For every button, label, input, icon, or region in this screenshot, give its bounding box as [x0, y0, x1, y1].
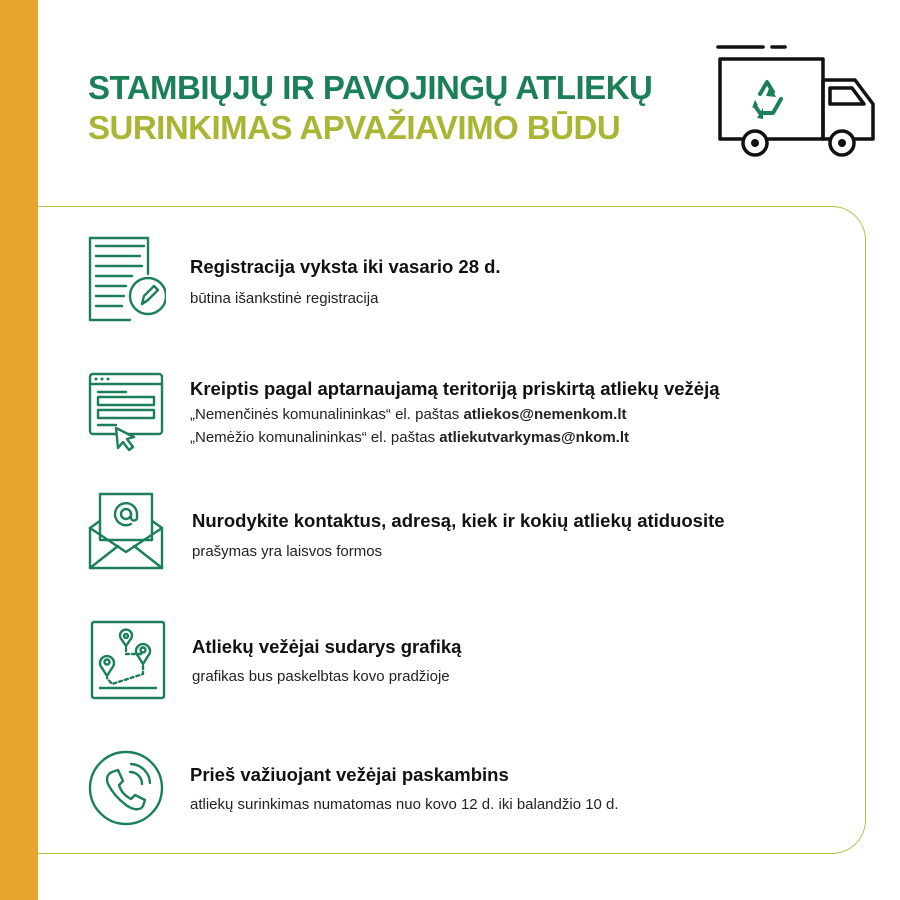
page-title — [88, 68, 652, 148]
step-heading: Registracija vyksta iki vasario 28 d. — [190, 256, 501, 277]
web-form-icon — [86, 370, 166, 458]
contact-label: „Nemenčinės komunalininkas“ el. paštas — [190, 406, 464, 423]
contact-label: „Nemėžio komunalininkas“ el. paštas — [190, 429, 440, 446]
email-link[interactable]: atliekos@nemenkom.lt — [463, 406, 627, 423]
step-heading: Prieš važiuojant vežėjai paskambins — [190, 764, 509, 785]
title-line-2: SURINKIMAS APVAŽIAVIMO BŪDU — [88, 109, 621, 146]
step-subtitle: atliekų surinkimas numatomas nuo kovo 12 d. iki balandžio 10 d. — [190, 796, 619, 813]
route-map-icon — [86, 618, 166, 706]
step-heading: Kreiptis pagal aptarnaujamą teritoriją priskirtą atliekų vežėją — [190, 378, 720, 399]
step-heading: Nurodykite kontaktus, adresą, kiek ir kokių atliekų atiduosite — [192, 510, 725, 531]
step-subtitle: prašymas yra laisvos formos — [192, 543, 383, 560]
contact-nemencine — [190, 404, 626, 426]
step-subtitle: būtina išankstinė registracija — [190, 290, 379, 307]
step-heading: Atliekų vežėjai sudarys grafiką — [192, 636, 462, 657]
email-link[interactable]: atliekutvarkymas@nkom.lt — [439, 429, 629, 446]
document-edit-icon — [86, 234, 166, 322]
title-line-1: STAMBIŲJŲ IR PAVOJINGŲ ATLIEKŲ — [88, 69, 653, 106]
contact-nemezis — [190, 427, 629, 449]
step-subtitle: grafikas bus paskelbtas kovo pradžioje — [192, 668, 450, 685]
email-envelope-icon — [86, 490, 166, 578]
phone-call-icon — [86, 748, 166, 836]
recycling-truck-icon — [715, 42, 881, 162]
side-accent-bar — [0, 0, 38, 900]
